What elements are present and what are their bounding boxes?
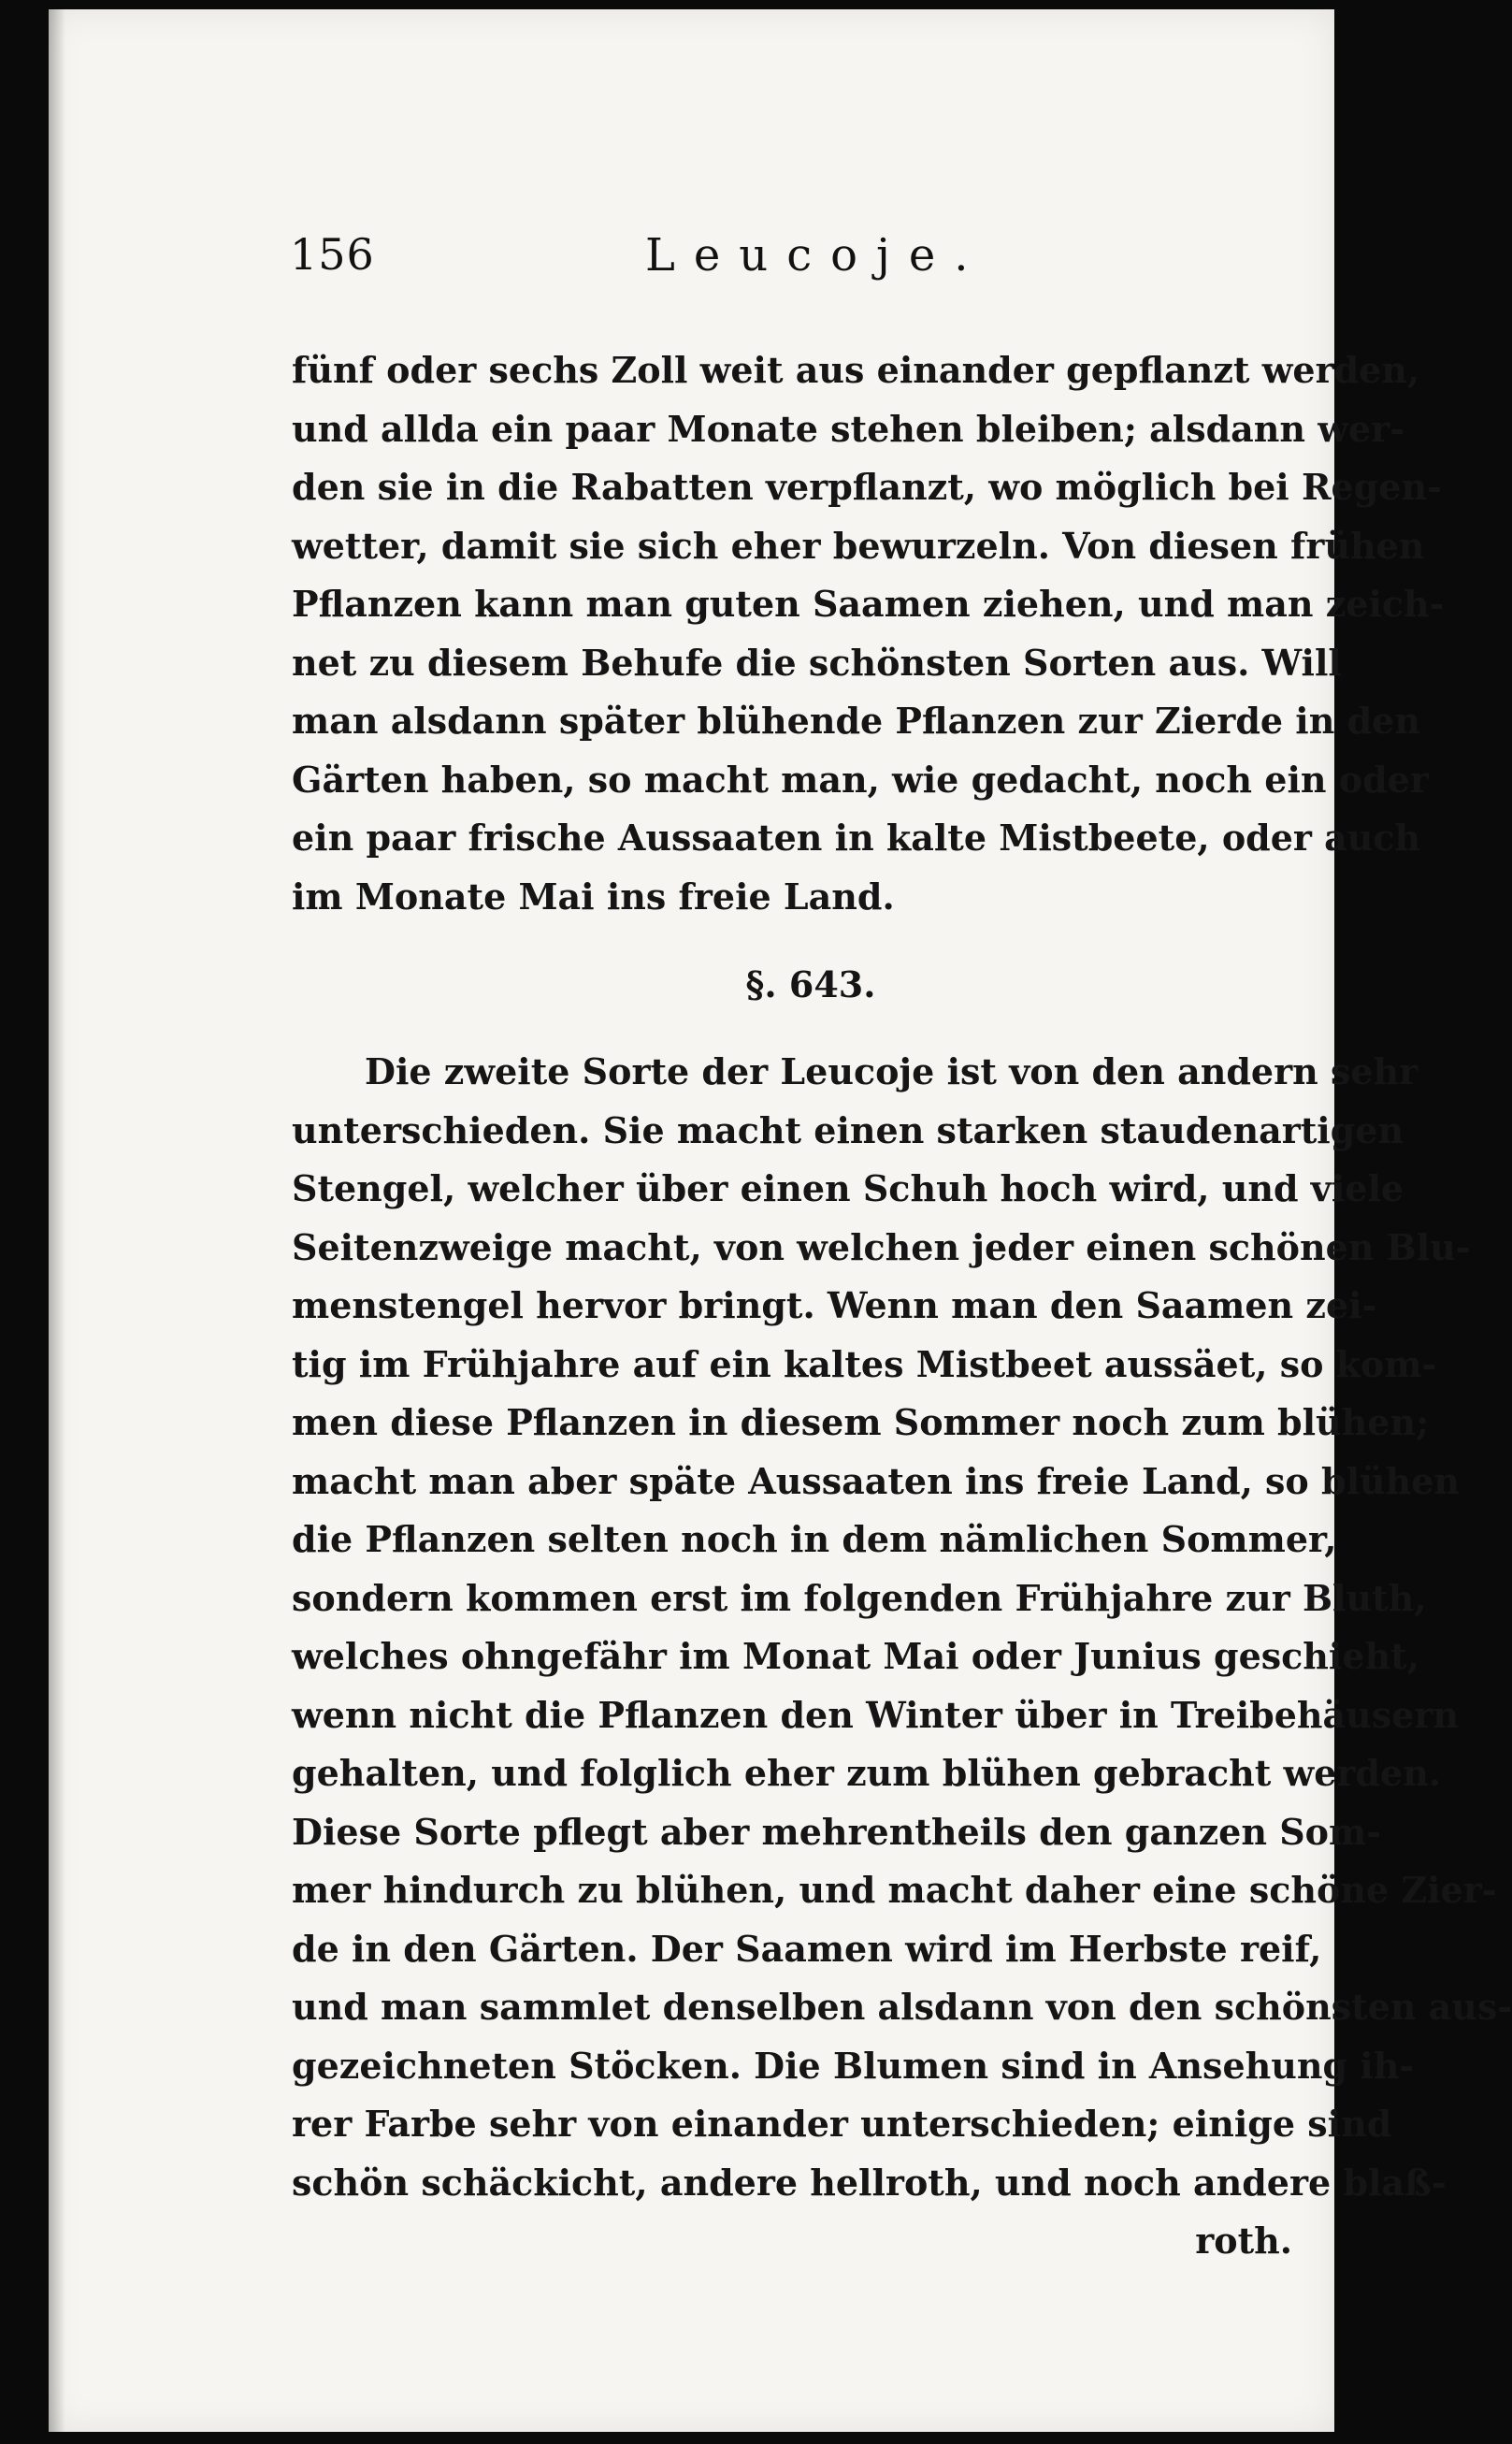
text-line: sondern kommen erst im folgenden Frühjahre zur Bluth,	[292, 1576, 1427, 1619]
running-title: Leucoje.	[645, 229, 987, 282]
page-gutter-shadow	[49, 9, 65, 2432]
text-line: den sie in die Rabatten verpflanzt, wo möglich bei Regen-	[292, 466, 1442, 508]
page-body	[292, 341, 1512, 2271]
text-line: und man sammlet denselben alsdann von den schönsten aus-	[292, 1986, 1512, 2028]
page-header	[290, 229, 1300, 295]
text-line: wetter, damit sie sich eher bewurzeln. Von diesen frühen	[292, 524, 1425, 567]
text-line: tig im Frühjahre auf ein kaltes Mistbeet aussäet, so kom-	[292, 1342, 1437, 1385]
text-line: wenn nicht die Pflanzen den Winter über in Treibehäusern	[292, 1693, 1460, 1736]
text-line: mer hindurch zu blühen, und macht daher eine schöne Zier-	[292, 1869, 1497, 1911]
text-line: man alsdann später blühende Pflanzen zur Zierde in den	[292, 700, 1420, 742]
text-line: fünf oder sechs Zoll weit aus einander gepflanzt werden,	[292, 349, 1420, 391]
text-line: Stengel, welcher über einen Schuh hoch wird, und viele	[292, 1167, 1404, 1209]
text-line: im Monate Mai ins freie Land.	[292, 875, 895, 918]
text-line: Seitenzweige macht, von welchen jeder einen schönen Blu-	[292, 1225, 1471, 1268]
page-number: 156	[290, 229, 375, 280]
paragraph-2	[292, 1043, 1512, 2271]
text-line: unterschieden. Sie macht einen starken staudenartigen	[292, 1108, 1404, 1151]
text-line: Pflanzen kann man guten Saamen ziehen, und man zeich-	[292, 583, 1445, 625]
text-line: gezeichneten Stöcken. Die Blumen sind in Ansehung ih-	[292, 2044, 1415, 2087]
section-heading: §. 643.	[745, 963, 876, 1005]
text-line: macht man aber späte Aussaaten ins freie Land, so blühen	[292, 1459, 1461, 1502]
text-line: Die zweite Sorte der Leucoje ist von den andern sehr	[365, 1050, 1418, 1092]
book-page	[49, 9, 1512, 2432]
text-line: de in den Gärten. Der Saamen wird im Herbste reif,	[292, 1927, 1322, 1970]
text-line: Diese Sorte pflegt aber mehrentheils den ganzen Som-	[292, 1810, 1381, 1853]
text-line: gehalten, und folglich eher zum blühen gebracht werden.	[292, 1752, 1442, 1794]
text-line: menstengel hervor bringt. Wenn man den Saamen zei-	[292, 1284, 1377, 1326]
text-line: net zu diesem Behufe die schönsten Sorten aus. Will	[292, 641, 1342, 684]
catchword: roth.	[1195, 2220, 1292, 2262]
paragraph-1	[292, 341, 1445, 926]
text-line: welches ohngefähr im Monat Mai oder Junius geschieht,	[292, 1635, 1419, 1677]
text-line: schön schäckicht, andere hellroth, und noch andere blaß-	[292, 2161, 1447, 2204]
text-line: rer Farbe sehr von einander unterschieden; einige sind	[292, 2103, 1392, 2145]
text-line: die Pflanzen selten noch in dem nämlichen Sommer,	[292, 1518, 1337, 1560]
text-line: men diese Pflanzen in diesem Sommer noch zum blühen;	[292, 1401, 1430, 1443]
text-line: Gärten haben, so macht man, wie gedacht, noch ein oder	[292, 758, 1429, 801]
text-line: ein paar frische Aussaaten in kalte Mistbeete, oder auch	[292, 817, 1421, 859]
text-line: und allda ein paar Monate stehen bleiben; alsdann wer-	[292, 407, 1404, 450]
